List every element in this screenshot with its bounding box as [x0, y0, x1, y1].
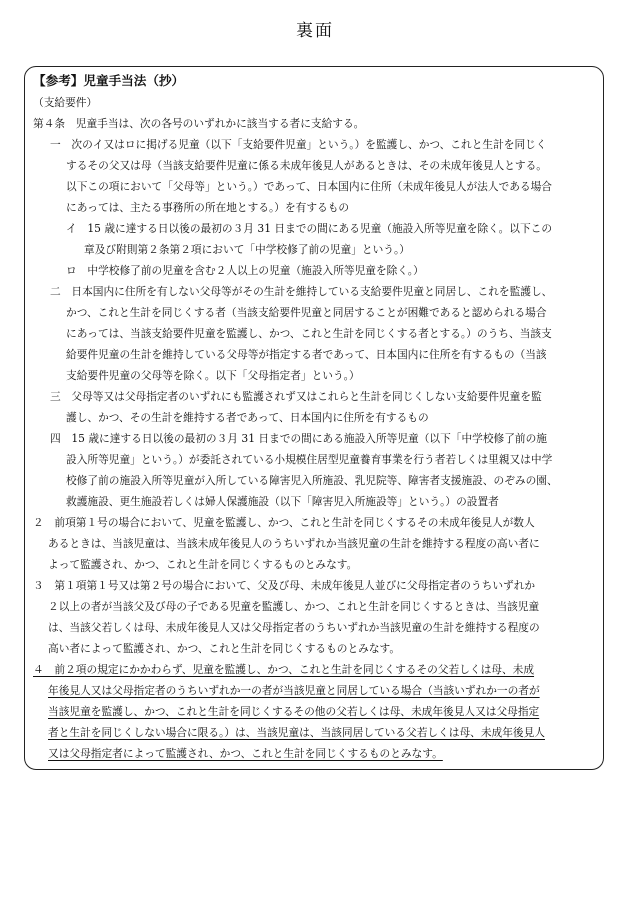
law-text-line: 年後見人又は父母指定者のうちいずれか一の者が当該児童と同居している場合（当該いずれか一の者が [48, 684, 540, 697]
law-text-line: ２以上の者が当該父及び母の子である児童を監護し、かつ、これと生計を同じくするときは、当該児童 [48, 600, 540, 613]
page-title: 裏面 [296, 21, 334, 41]
law-text-line: 四 15 歳に達する日以後の最初の３月 31 日までの間にある施設入所等児童（以下「中学校修了前の施 [50, 432, 547, 445]
law-text-line: ロ 中学校修了前の児童を含む２人以上の児童（施設入所等児童を除く。） [66, 264, 424, 277]
law-text-line: 支給要件児童の父母等を除く。以下「父母指定者」という。） [66, 369, 360, 382]
law-text-line: にあっては、主たる事務所の所在地とする。）を有するもの [66, 201, 350, 214]
law-text-line: 設入所等児童」という。）が委託されている小規模住居型児童養育事業を行う者若しくは里親又は中学 [66, 453, 553, 466]
law-text-line: かつ、これと生計を同じくする者（当該支給要件児童と同居することが困難であると認められる場合 [66, 306, 547, 319]
section-title: 【参考】児童手当法（抄） [33, 73, 185, 88]
law-text-line: 当該児童を監護し、かつ、これと生計を同じくするその他の父若しくは母、未成年後見人又は父母指定 [48, 705, 540, 718]
law-text-line: 三 父母等又は父母指定者のいずれにも監護されず又はこれらと生計を同じくしない支給要件児童を監 [50, 390, 542, 403]
law-text-line: 護し、かつ、その生計を維持する者であって、日本国内に住所を有するもの [66, 411, 429, 424]
law-text-line: 章及び附則第２条第２項において「中学校修了前の児童」という。） [84, 243, 410, 256]
law-text-line: よって監護され、かつ、これと生計を同じくするものとみなす。 [48, 558, 358, 571]
law-text-line: イ 15 歳に達する日以後の最初の３月 31 日までの間にある児童（施設入所等児童を除く。以下この [66, 222, 553, 235]
law-text-line: 給要件児童の生計を維持している父母等が指定する者であって、日本国内に住所を有するもの（当該 [66, 348, 547, 361]
law-text-line: にあっては、当該支給要件児童を監護し、かつ、これと生計を同じくする者とする。）のうち、当該支 [66, 327, 552, 340]
law-text-line: ２ 前項第１号の場合において、児童を監護し、かつ、これと生計を同じくするその未成年後見人が数人 [33, 516, 535, 529]
law-text-line: 第４条 児童手当は、次の各号のいずれかに該当する者に支給する。 [33, 117, 365, 130]
law-text-line: 以下この項において「父母等」という。）であって、日本国内に住所（未成年後見人が法人である場合 [66, 180, 552, 193]
law-text-line: は、当該父若しくは母、未成年後見人又は父母指定者のうちいずれか当該児童の生計を維持する程度の [48, 621, 540, 634]
law-text-line: するその父又は母（当該支給要件児童に係る未成年後見人があるときは、その未成年後見人とする。 [66, 159, 547, 172]
law-text-line: ３ 第１項第１号又は第２号の場合において、父及び母、未成年後見人並びに父母指定者のうちいずれか [33, 579, 536, 592]
law-text-line: 二 日本国内に住所を有しない父母等がその生計を維持している支給要件児童と同居し、これを監護し、 [50, 285, 553, 298]
law-text-line: 又は父母指定者によって監護され、かつ、これと生計を同じくするものとみなす。 [48, 747, 443, 760]
law-text-line: 高い者によって監護され、かつ、これと生計を同じくするものとみなす。 [48, 642, 401, 655]
law-text-line: （支給要件） [33, 96, 98, 109]
law-text-line: 者と生計を同じくしない場合に限る。）は、当該児童は、当該同居している父若しくは母、未成年後見人 [48, 726, 545, 739]
law-text-line: ４ 前２項の規定にかかわらず、児童を監護し、かつ、これと生計を同じくするその父若しくは母、未成 [33, 663, 535, 676]
law-text-line: あるときは、当該児童は、当該未成年後見人のうちいずれか当該児童の生計を維持する程度の高い者に [48, 537, 540, 550]
law-text-line: 救護施設、更生施設若しくは婦人保護施設（以下「障害児入所施設等」という。）の設置者 [66, 495, 499, 508]
law-text-line: 一 次のイ又はロに掲げる児童（以下「支給要件児童」という。）を監護し、かつ、これと生計を同じく [50, 138, 547, 151]
law-text-line: 校修了前の施設入所等児童が入所している障害児入所施設、乳児院等、障害者支援施設、のぞみの園、 [66, 474, 558, 487]
